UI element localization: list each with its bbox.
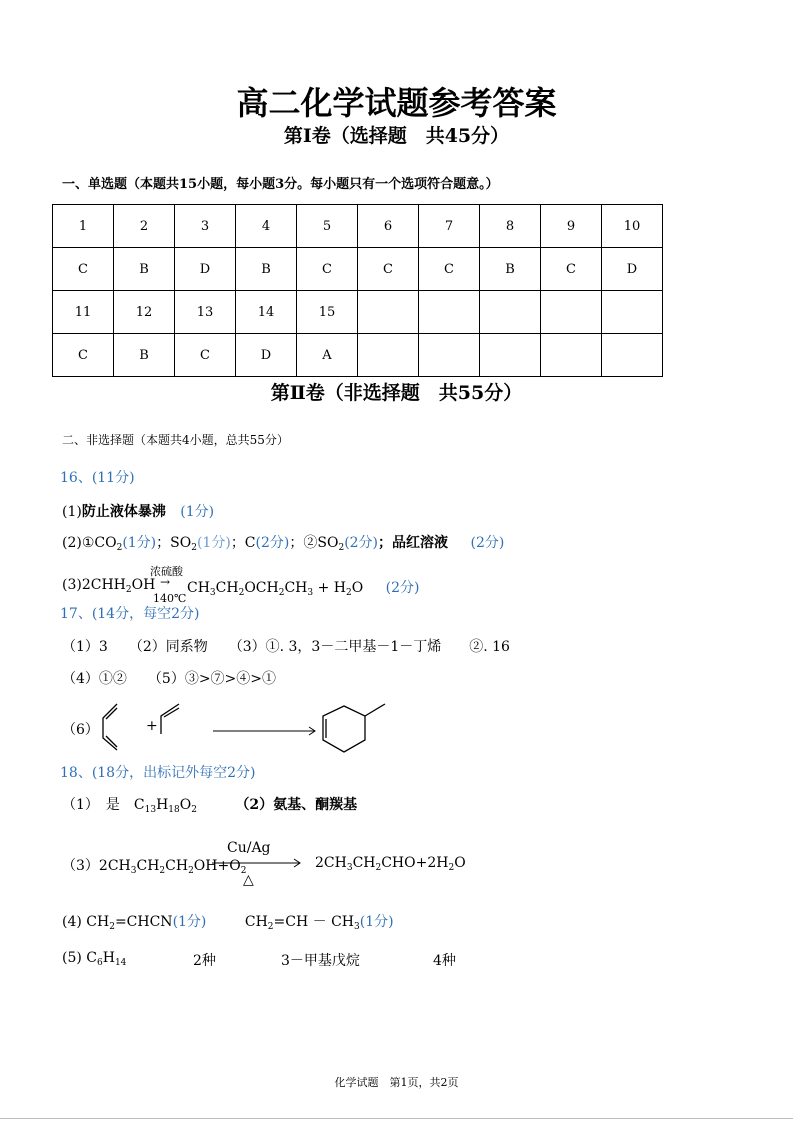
table-cell: C [297, 248, 358, 291]
q18-l3-b-score: (1分) [359, 914, 394, 930]
table-cell: 7 [419, 205, 480, 248]
table-cell: B [114, 248, 175, 291]
q18-l3-b: CH [244, 914, 268, 930]
q16-l2-e-score: (2分) [470, 535, 505, 551]
q16-l3-score: (2分) [385, 580, 420, 596]
q18-l2-right: 2CH [315, 855, 347, 871]
q18-line1: （1） 是 $C_{13}H_{18}O_2$ （2）氨基、酮羰基 [62, 797, 358, 815]
table-cell: 13 [175, 291, 236, 334]
q18-l2-left: （3）2CH [62, 858, 131, 874]
q16-l2-d-score: (2分) [344, 535, 379, 551]
table-cell [419, 291, 480, 334]
table-cell: 11 [53, 291, 114, 334]
table-cell: 12 [114, 291, 175, 334]
table-cell: 9 [541, 205, 602, 248]
table-cell: 10 [602, 205, 663, 248]
q16-l2-a-score: (1分) [122, 535, 157, 551]
table-cell: D [236, 334, 297, 377]
q16-l2-a: (2)①CO [62, 535, 117, 551]
q16-l1-text: 防止液体暴沸 [81, 504, 166, 520]
table-cell [480, 334, 541, 377]
q16-line3-right: $CH_3CH_2OCH_2CH_3 + H_2O$ (2分) [187, 580, 420, 598]
q16-l3-plus: + H [317, 580, 346, 596]
q16-l2-b-sub: 2 [191, 543, 197, 553]
table-cell: B [236, 248, 297, 291]
q17-heading: 17、(14分，每空2分) [60, 606, 200, 622]
q18-line2-left: $(3)2CH_3CH_2CH_2OH+O_2$ [62, 858, 247, 876]
answer-table [52, 204, 663, 377]
q17-line2: （4）①② （5）③>⑦>④>① [62, 671, 277, 687]
table-cell: 1 [53, 205, 114, 248]
reaction-scheme-svg [95, 698, 395, 756]
q18-arrow [212, 858, 304, 868]
q16-l3-left: (3)2CH [62, 577, 114, 593]
q16-l2-a-sub: 2 [116, 543, 123, 553]
table-cell: C [541, 248, 602, 291]
q18-l1-a: （1） 是 C [62, 797, 145, 813]
table-cell [602, 334, 663, 377]
section1-heading: 一、单选题（本题共15小题，每小题3分。每小题只有一个选项符合题意。） [62, 177, 499, 192]
table-cell: B [114, 334, 175, 377]
table-cell: 2 [114, 205, 175, 248]
q18-line2-right: $2CH_3CH_2CHO+2H_2O$ [315, 855, 466, 873]
q16-l2-c-score: (2分) [255, 535, 290, 551]
table-cell: 15 [297, 291, 358, 334]
q18-l4-d: 4种 [433, 953, 456, 969]
q16-l2-d-sub: 2 [338, 543, 345, 553]
section2-heading: 二、非选择题（本题共4小题，总共55分） [62, 433, 289, 447]
part1-heading: 第Ⅰ卷（选择题 共45分） [283, 125, 510, 147]
table-cell: C [419, 248, 480, 291]
q16-heading: 16、(11分) [60, 470, 135, 486]
q18-l3-a: (4) CH [62, 914, 110, 930]
table-cell: C [175, 334, 236, 377]
q18-l3-a-score: (1分) [172, 914, 207, 930]
table-cell [602, 291, 663, 334]
q18-l4-b: 2种 [193, 953, 216, 969]
q17-l3-plus: + [146, 718, 158, 734]
q16-l2-d: ；②SO [289, 535, 339, 551]
product-structure [323, 704, 385, 752]
table-cell: D [602, 248, 663, 291]
table-row [53, 291, 663, 334]
table-cell: 5 [297, 205, 358, 248]
table-cell [358, 334, 419, 377]
butadiene-structure [103, 704, 117, 750]
page-footer: 化学试题 第1页，共2页 [334, 1076, 459, 1089]
bottom-divider [0, 1118, 793, 1119]
q16-cond-bottom: 140℃ [153, 592, 187, 605]
q18-l4-c: 3－甲基戊烷 [281, 953, 360, 969]
q16-l1-num: (1) [62, 504, 82, 520]
q16-l2-e: ；品红溶液 [378, 535, 449, 551]
table-cell: C [53, 334, 114, 377]
q16-cond-top: 浓硫酸 [150, 565, 183, 578]
q18-line3: (4) $CH_2=CHCN(1$分) $CH_2=CH - CH_3(1$分) [62, 914, 394, 932]
page-title: 高二化学试题参考答案 [236, 84, 557, 122]
q17-l3-num: （6） [62, 722, 99, 738]
table-cell: B [480, 248, 541, 291]
table-cell: 14 [236, 291, 297, 334]
table-cell: 6 [358, 205, 419, 248]
q16-l3-right: CH [187, 580, 210, 596]
table-cell [541, 291, 602, 334]
part2-heading: 第Ⅱ卷（非选择题 共55分） [270, 382, 523, 404]
q18-cond-bottom: △ [243, 872, 254, 888]
table-row [53, 205, 663, 248]
table-cell [541, 334, 602, 377]
table-cell: 8 [480, 205, 541, 248]
reaction-arrow [213, 727, 315, 735]
table-cell: C [358, 248, 419, 291]
q16-line3-left: $(3)2CHH_2OH$ [62, 577, 156, 595]
propene-structure [161, 704, 179, 734]
table-cell: 3 [175, 205, 236, 248]
q16-l1-score: (1分) [180, 504, 215, 520]
q16-arrow: → [160, 575, 171, 589]
table-cell [480, 291, 541, 334]
q18-l4-a-text: (5) C [62, 950, 97, 966]
table-cell: A [297, 334, 358, 377]
table-row [53, 248, 663, 291]
q18-l4-a: (5) $C_6H_{14}$ [62, 950, 127, 968]
table-cell: D [175, 248, 236, 291]
table-cell [358, 291, 419, 334]
table-cell: C [53, 248, 114, 291]
table-cell [419, 334, 480, 377]
q16-l2-b: ；SO [156, 535, 192, 551]
q18-heading: 18、(18分，出标记外每空2分) [60, 765, 256, 781]
table-cell: 4 [236, 205, 297, 248]
table-row [53, 334, 663, 377]
q16-line2 [62, 532, 504, 553]
q18-cond-top: Cu/Ag [227, 840, 271, 856]
q18-l1-b: （2）氨基、酮羰基 [235, 797, 358, 813]
q17-line1: （1）3 （2）同系物 （3）①. 3，3－二甲基－1－丁烯 ②. 16 [62, 639, 510, 655]
q16-l2-c: ；C [230, 535, 256, 551]
q16-l2-b-score: (1分) [196, 535, 231, 551]
q16-line1 [62, 501, 214, 521]
